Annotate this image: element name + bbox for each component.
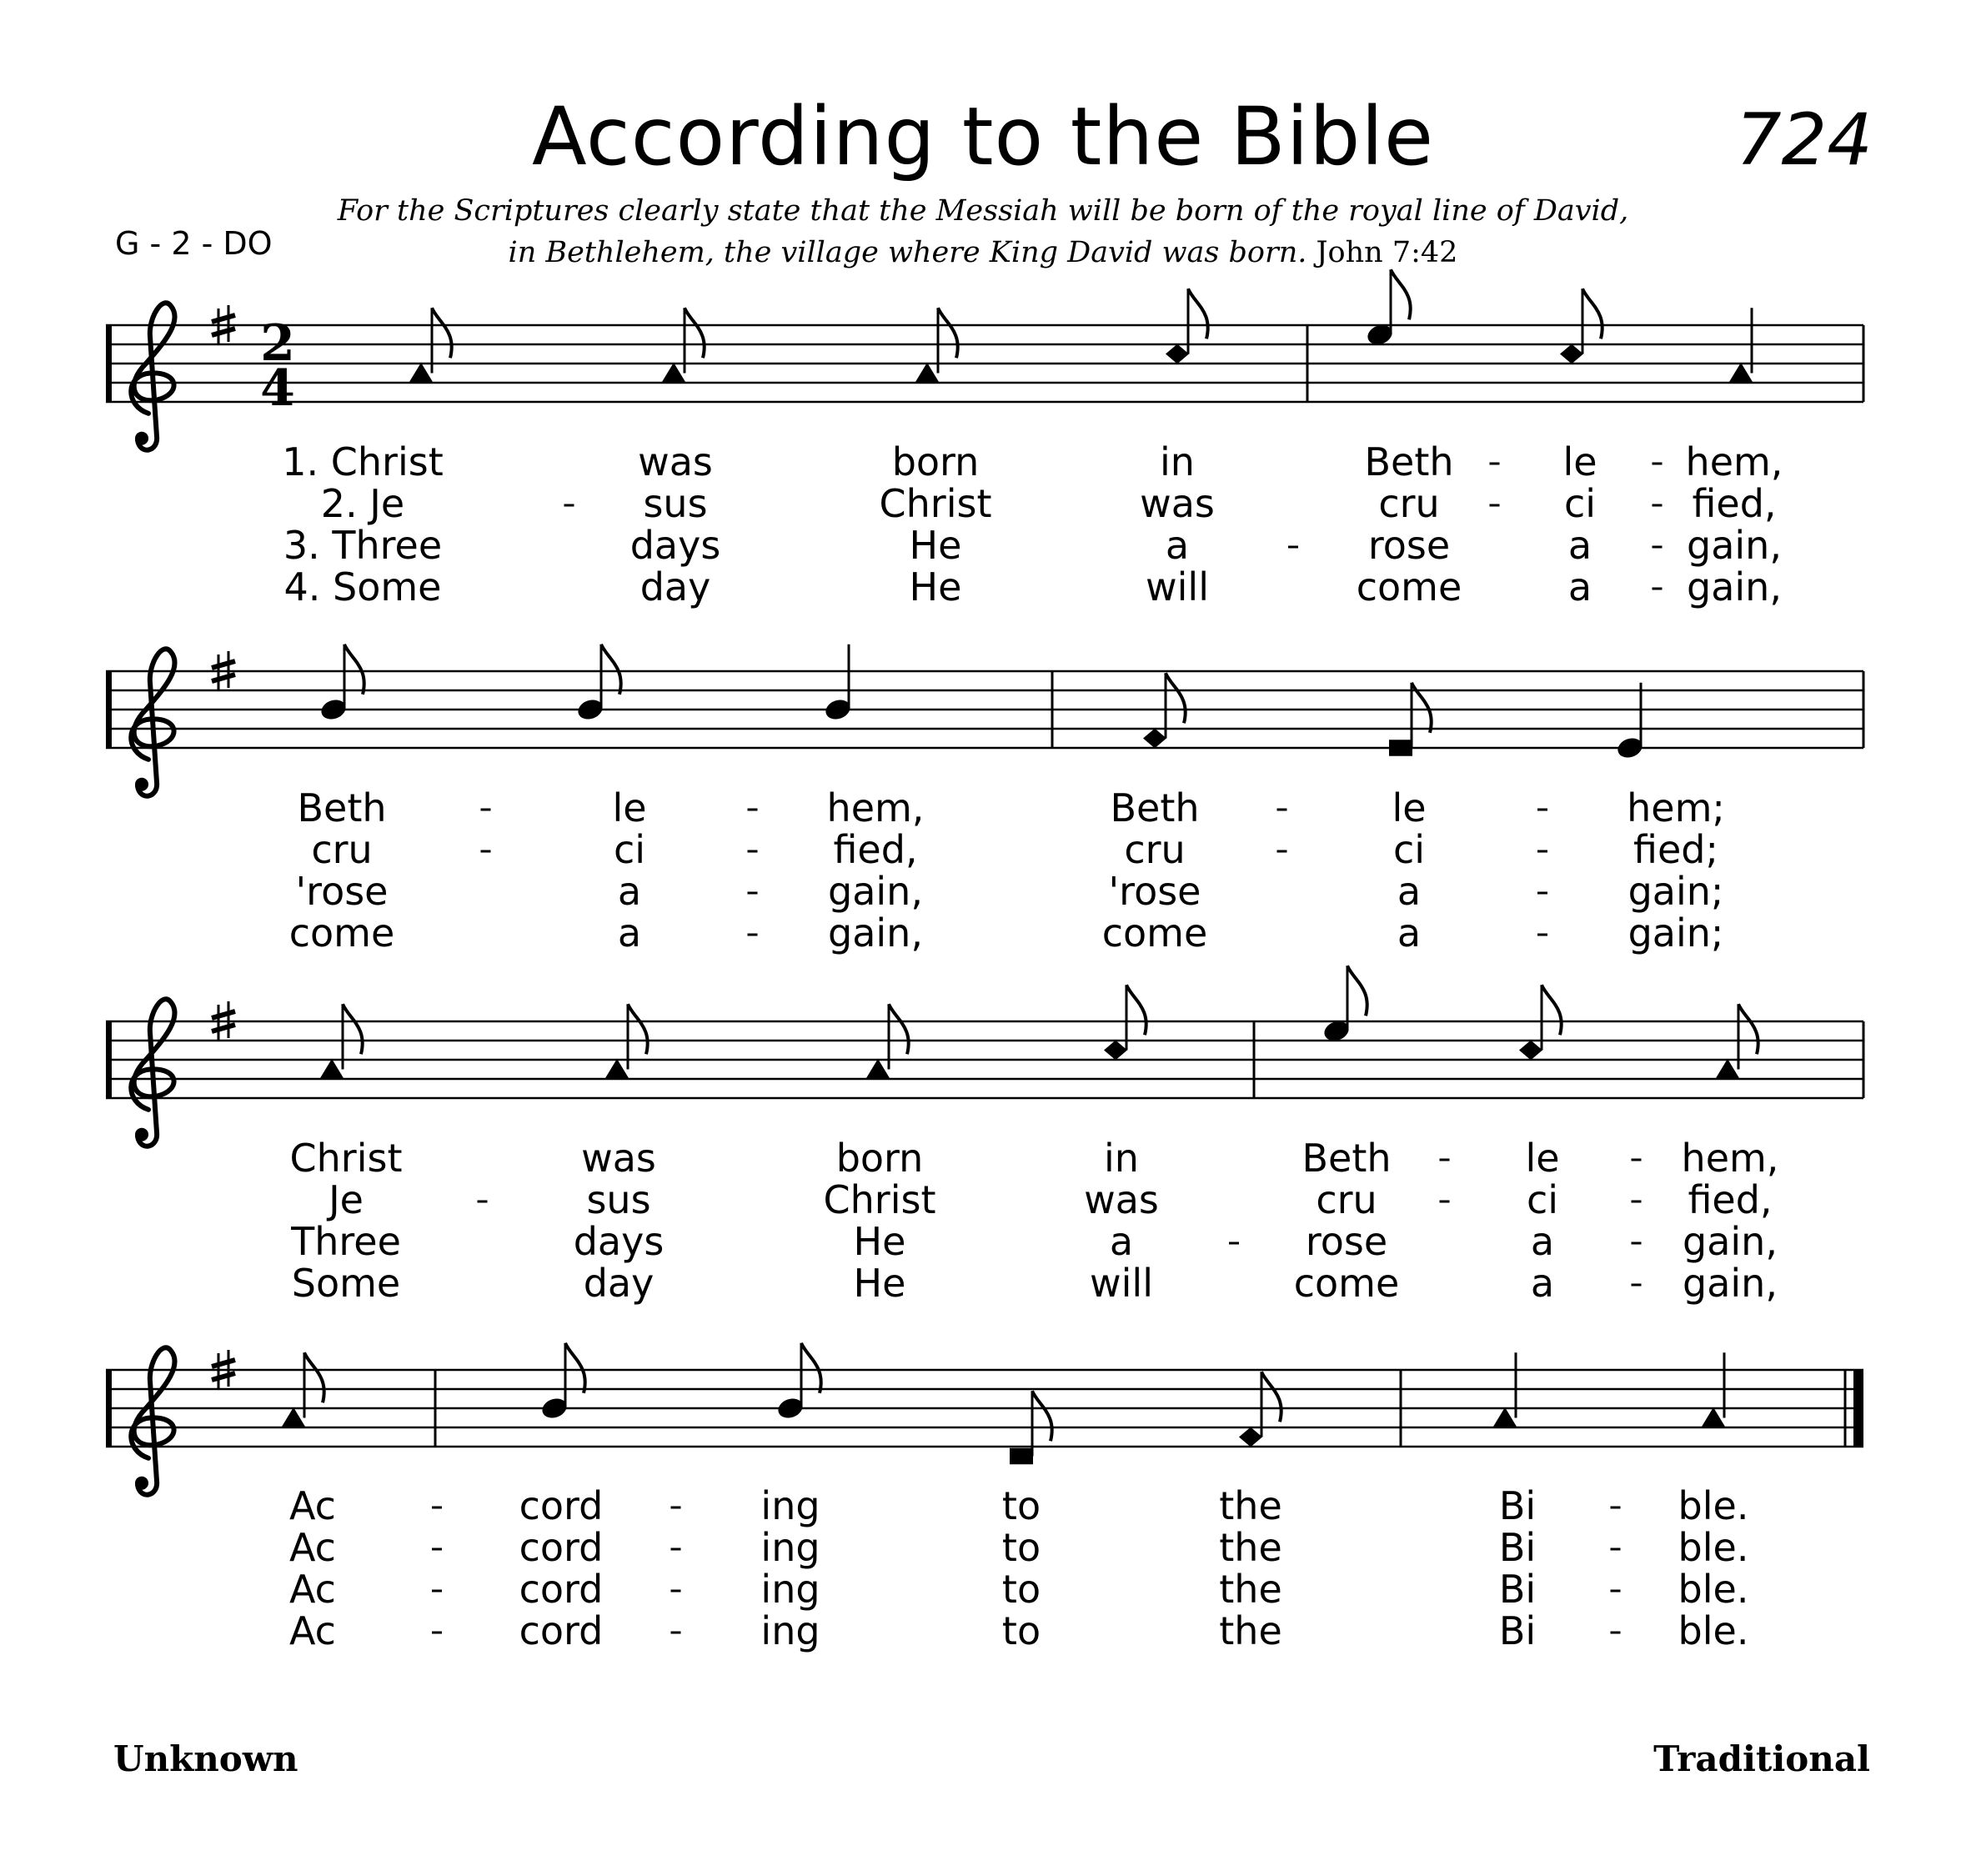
lyric-syllable: Bi	[1498, 1567, 1537, 1612]
lyric-syllable: He	[909, 523, 962, 568]
lyric-syllable: day	[639, 564, 711, 609]
treble-clef-icon	[135, 432, 148, 445]
lyric-syllable: a	[617, 910, 642, 956]
lyric-syllable: the	[1219, 1525, 1282, 1570]
lyric-syllable: to	[1001, 1567, 1041, 1612]
treble-clef-icon	[135, 1128, 148, 1141]
scripture-line-1: For the Scriptures clearly state that the Messiah will be born of the royal line of David,	[337, 194, 1629, 228]
note-flag	[343, 1004, 363, 1054]
lyric-syllable: Beth	[1110, 785, 1200, 830]
note-head	[1166, 344, 1189, 364]
lyric-syllable: gain,	[828, 910, 923, 956]
lyric-syllable: ing	[760, 1525, 820, 1570]
lyric-syllable: le	[612, 785, 647, 830]
lyric-syllable: sus	[643, 481, 708, 526]
lyric-syllable: Three	[291, 1219, 401, 1264]
music-credit: Traditional	[1653, 1738, 1870, 1779]
lyric-syllable: sus	[586, 1177, 651, 1222]
lyric-syllable: cru	[1378, 481, 1440, 526]
system-start-bar	[106, 325, 112, 402]
lyric-syllable: Ac	[289, 1567, 336, 1612]
note-head	[1716, 1059, 1739, 1078]
lyric-syllable: le	[1525, 1136, 1560, 1181]
lyric-syllable: cru	[1124, 827, 1186, 872]
lyric-syllable: 4. Some	[283, 564, 442, 609]
scripture-reference: John 7:42	[1316, 236, 1458, 269]
lyric-syllable: come	[288, 910, 395, 956]
lyric-syllable: He	[853, 1219, 906, 1264]
note-head	[605, 1059, 629, 1078]
lyric-syllable: hem,	[1685, 439, 1783, 484]
note-flag	[1347, 966, 1367, 1016]
lyric-syllable: Beth	[297, 785, 387, 830]
hymn-number: 724	[1735, 98, 1873, 182]
note-head	[1702, 1407, 1725, 1427]
lyric-syllable: le	[1562, 439, 1597, 484]
lyric-syllable: Christ	[289, 1136, 403, 1181]
lyric-syllable: cord	[519, 1483, 604, 1528]
lyric-syllable: 3. Three	[283, 523, 443, 568]
note-flag	[1582, 288, 1602, 339]
lyric-syllable: Ac	[289, 1525, 336, 1570]
lyric-syllable: day	[583, 1261, 654, 1306]
lyric-syllable: 1. Christ	[282, 439, 444, 484]
system-start-bar	[106, 1021, 112, 1098]
lyric-syllable: to	[1001, 1483, 1041, 1528]
note-head	[282, 1407, 305, 1427]
lyric-syllable: He	[853, 1261, 906, 1306]
note-head	[1104, 1041, 1127, 1061]
lyric-syllable: fied;	[1633, 827, 1718, 872]
lyric-syllable: Bi	[1498, 1483, 1537, 1528]
note-head	[320, 1059, 344, 1078]
note-flag	[1166, 673, 1186, 723]
lyric-syllable: ble.	[1678, 1525, 1749, 1570]
lyric-syllable: cru	[1316, 1177, 1377, 1222]
note-head	[1729, 363, 1753, 382]
note-head	[1389, 740, 1412, 756]
words-credit: Unknown	[113, 1738, 298, 1779]
lyric-syllable: 2. Je	[320, 481, 405, 526]
lyric-syllable: rose	[1305, 1219, 1388, 1264]
lyric-syllable: Christ	[879, 481, 992, 526]
time-signature-top: 2	[260, 314, 295, 373]
lyric-syllable: will	[1090, 1261, 1153, 1306]
note-head	[1143, 729, 1166, 749]
scripture-line-2: in Bethlehem, the village where King David was born.	[508, 236, 1307, 269]
lyric-syllable: days	[573, 1219, 665, 1264]
lyric-syllable: cord	[519, 1608, 604, 1653]
time-signature-bottom: 4	[260, 359, 295, 418]
note-head	[1239, 1427, 1262, 1447]
treble-clef-icon	[135, 778, 148, 791]
lyric-syllable: cord	[519, 1525, 604, 1570]
lyric-syllable: gain;	[1627, 869, 1724, 914]
system-start-bar	[106, 1370, 112, 1447]
note-flag	[601, 645, 621, 695]
note-head	[915, 363, 939, 382]
lyric-syllable: the	[1219, 1483, 1282, 1528]
lyric-syllable: ble.	[1678, 1608, 1749, 1653]
lyric-syllable: cru	[311, 827, 373, 872]
lyric-syllable: hem,	[1681, 1136, 1779, 1181]
lyric-syllable: ci	[1526, 1177, 1559, 1222]
lyric-syllable: ble.	[1678, 1567, 1749, 1612]
hymn-title: According to the Bible	[531, 90, 1435, 183]
lyric-syllable: Bi	[1498, 1525, 1537, 1570]
note-head	[409, 363, 433, 382]
lyric-syllable: come	[1293, 1261, 1400, 1306]
lyric-syllable: to	[1001, 1525, 1041, 1570]
lyric-syllable: Christ	[823, 1177, 936, 1222]
lyric-syllable: Ac	[289, 1608, 336, 1653]
note-flag	[1542, 985, 1562, 1035]
note-flag	[1391, 269, 1411, 319]
lyric-syllable: to	[1001, 1608, 1041, 1653]
lyric-syllable: the	[1219, 1567, 1282, 1612]
lyric-syllable: Beth	[1301, 1136, 1392, 1181]
note-head	[1010, 1448, 1033, 1465]
lyric-syllable: le	[1392, 785, 1427, 830]
lyric-syllable: born	[891, 439, 980, 484]
lyric-syllable: rose	[1367, 523, 1451, 568]
lyric-syllable: ing	[760, 1567, 820, 1612]
lyric-syllable: was	[581, 1136, 656, 1181]
lyric-syllable: cord	[519, 1567, 604, 1612]
lyric-syllable: a	[617, 869, 642, 914]
lyric-syllable: a	[1165, 523, 1190, 568]
lyric-syllable: days	[629, 523, 721, 568]
treble-clef-icon	[135, 1477, 148, 1490]
lyric-syllable: gain,	[1683, 1219, 1778, 1264]
note-flag	[801, 1343, 821, 1393]
lyric-syllable: gain,	[1683, 1261, 1778, 1306]
lyric-syllable: Beth	[1364, 439, 1454, 484]
lyric-syllable: was	[638, 439, 713, 484]
note-flag	[938, 308, 958, 358]
key-signature-label: G - 2 - DO	[115, 225, 273, 262]
lyric-syllable: Some	[291, 1261, 401, 1306]
lyric-syllable: ci	[1392, 827, 1426, 872]
lyric-syllable: a	[1567, 523, 1592, 568]
lyric-syllable: 'rose	[295, 869, 389, 914]
note-flag	[344, 645, 364, 695]
note-flag	[1261, 1372, 1281, 1422]
note-flag	[1738, 1004, 1758, 1054]
lyric-syllable: a	[1567, 564, 1592, 609]
lyric-syllable: a	[1109, 1219, 1134, 1264]
note-head	[662, 363, 685, 382]
system-start-bar	[106, 671, 112, 748]
lyric-syllable: the	[1219, 1608, 1282, 1653]
lyric-syllable: gain,	[1687, 564, 1782, 609]
note-flag	[1188, 288, 1208, 339]
lyric-syllable: Ac	[289, 1483, 336, 1528]
lyric-syllable: ing	[760, 1608, 820, 1653]
lyric-syllable: in	[1104, 1136, 1139, 1181]
lyric-syllable: gain,	[1687, 523, 1782, 568]
lyric-syllable: a	[1530, 1261, 1555, 1306]
lyric-syllable: come	[1101, 910, 1208, 956]
note-flag	[565, 1343, 585, 1393]
final-bar-thick	[1853, 1370, 1863, 1447]
note-flag	[304, 1352, 324, 1402]
lyric-syllable: hem,	[826, 785, 925, 830]
note-flag	[1126, 985, 1146, 1035]
lyric-syllable: was	[1084, 1177, 1159, 1222]
lyric-syllable: ci	[1563, 481, 1597, 526]
lyric-syllable: ing	[760, 1483, 820, 1528]
lyric-syllable: He	[909, 564, 962, 609]
lyric-syllable: fied,	[833, 827, 918, 872]
lyric-syllable: a	[1530, 1219, 1555, 1264]
lyric-syllable: was	[1140, 481, 1215, 526]
note-flag	[628, 1004, 648, 1054]
lyric-syllable: gain,	[828, 869, 923, 914]
lyric-syllable: ci	[613, 827, 646, 872]
note-flag	[1032, 1391, 1052, 1441]
lyric-syllable: a	[1397, 910, 1422, 956]
lyric-syllable: Je	[329, 1177, 364, 1222]
lyric-syllable: hem;	[1627, 785, 1725, 830]
lyric-syllable: born	[835, 1136, 924, 1181]
lyric-syllable: Bi	[1498, 1608, 1537, 1653]
lyric-syllable: fied,	[1688, 1177, 1773, 1222]
lyric-syllable: ble.	[1678, 1483, 1749, 1528]
lyric-syllable: a	[1397, 869, 1422, 914]
note-head	[1493, 1407, 1517, 1427]
note-flag	[432, 308, 452, 358]
note-flag	[889, 1004, 909, 1054]
lyric-syllable: fied,	[1692, 481, 1777, 526]
note-head	[1560, 344, 1583, 364]
note-flag	[685, 308, 705, 358]
lyric-syllable: in	[1160, 439, 1195, 484]
lyric-syllable: 'rose	[1108, 869, 1201, 914]
lyric-syllable: will	[1146, 564, 1209, 609]
note-head	[866, 1059, 890, 1078]
note-head	[1519, 1041, 1542, 1061]
lyric-syllable: come	[1356, 564, 1462, 609]
lyric-syllable: gain;	[1627, 910, 1724, 956]
